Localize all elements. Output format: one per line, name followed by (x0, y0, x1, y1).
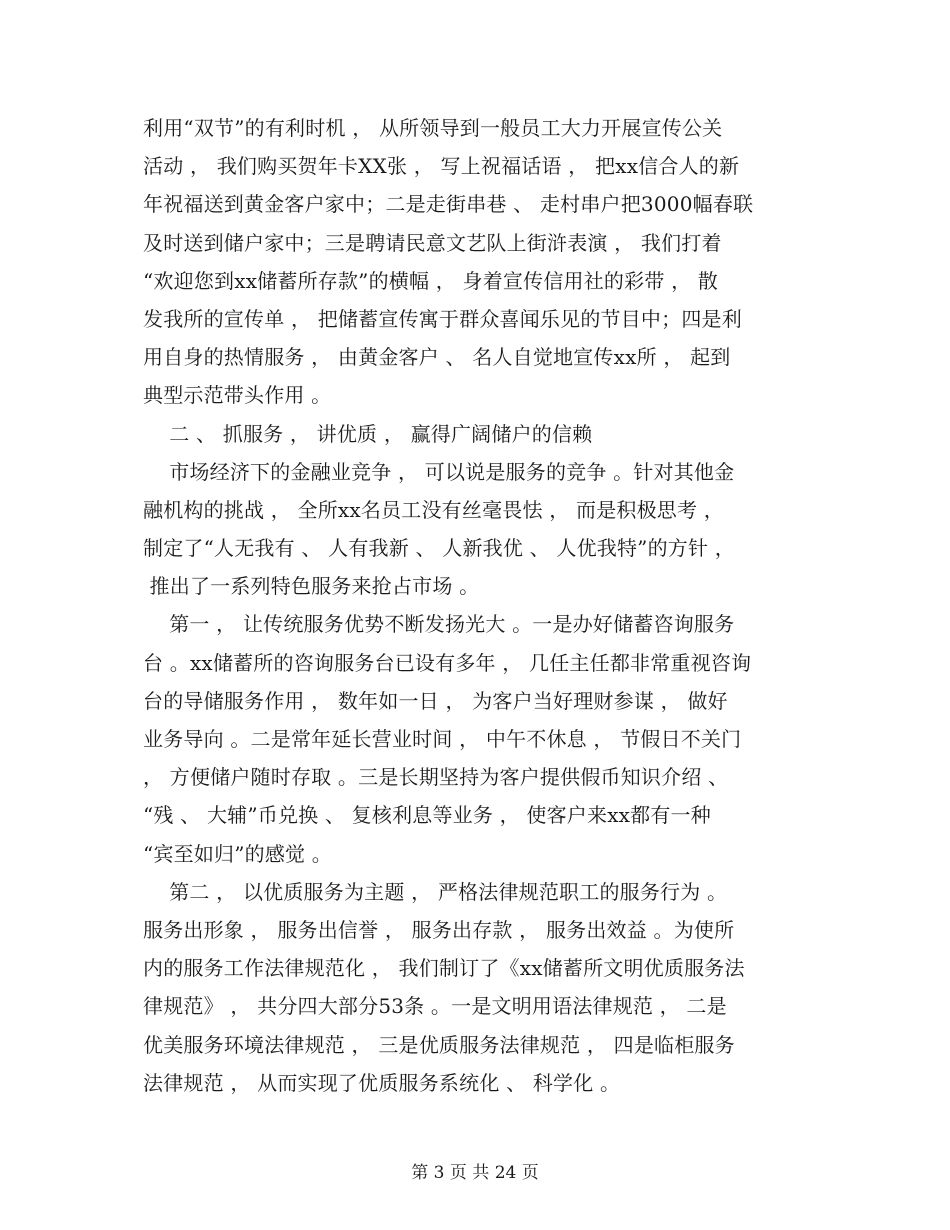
text-line: ， 方便储户随时存取 。三是长期坚持为客户提供假币知识介绍 、 (143, 765, 729, 790)
text-line: “残 、 大辅”币兑换 、 复核利息等业务 ， 使客户来xx都有一种 (143, 803, 711, 828)
body-text (143, 109, 815, 1102)
text-line: 律规范》 ， 共分四大部分53条 。一是文明用语法律规范 ， 二是 (143, 994, 727, 1019)
text-line: 融机构的挑战 ， 全所xx名员工没有丝毫畏怯 ， 而是积极思考 ， (143, 497, 724, 522)
text-line: 典型示范带头作用 。 (143, 383, 332, 408)
text-line: “欢迎您到xx储蓄所存款”的横幅 ， 身着宣传信用社的彩带 ， 散 (143, 268, 719, 293)
text-line: “宾至如归”的感觉 。 (143, 841, 333, 866)
text-line: 服务出形象 ， 服务出信誉 ， 服务出存款 ， 服务出效益 。为使所 (143, 917, 735, 942)
text-line: 制定了“人无我有 、 人有我新 、 人新我优 、 人优我特”的方针 ， (143, 536, 735, 561)
page-number-footer: 第 3 页 共 24 页 (411, 1163, 539, 1183)
text-line: 市场经济下的金融业竞争 ， 可以说是服务的竞争 。针对其他金 (143, 459, 735, 484)
text-line: 用自身的热情服务 ， 由黄金客户 、 名人自觉地宣传xx所 ， 起到 (143, 345, 731, 370)
text-line: 优美服务环境法律规范 ， 三是优质服务法律规范 ， 四是临柜服务 (143, 1032, 735, 1057)
text-line: 第二 ， 以优质服务为主题 ， 严格法律规范职工的服务行为 。 (143, 879, 728, 904)
text-line: 年祝福送到黄金客户家中；二是走街串巷 、 走村串户把3000幅春联 (143, 192, 754, 217)
text-line: 推出了一系列特色服务来抢占市场 。 (143, 574, 480, 599)
section-heading: 二 、 抓服务 ， 讲优质 ， 赢得广阔储户的信赖 (143, 421, 593, 446)
text-line: 利用“双节”的有利时机 ， 从所领导到一般员工大力开展宣传公关 (143, 116, 723, 140)
text-line: 内的服务工作法律规范化 ， 我们制订了《xx储蓄所文明优质服务法 (143, 956, 745, 981)
text-line: 发我所的宣传单 ， 把储蓄宣传寓于群众喜闻乐见的节目中；四是利 (143, 306, 742, 331)
text-line: 台 。xx储蓄所的咨询服务台已设有多年 ， 几任主任都非常重视咨询 (143, 650, 752, 675)
text-line: 台的导储服务作用 ， 数年如一日 ， 为客户当好理财参谋 ， 做好 (143, 688, 728, 713)
text-line: 活动 ， 我们购买贺年卡XX张 ， 写上祝福话语 ， 把xx信合人的新 (143, 154, 740, 179)
text-line: 法律规范 ， 从而实现了优质服务系统化 、 科学化 。 (143, 1070, 621, 1095)
text-line: 及时送到储户家中；三是聘请民意文艺队上街浒表演 ， 我们打着 (143, 230, 722, 255)
text-line: 业务导向 。二是常年延长营业时间 ， 中午不休息 ， 节假日不关门 (143, 727, 742, 751)
text-line: 第一 ， 让传统服务优势不断发扬光大 。一是办好储蓄咨询服务 (143, 612, 735, 637)
